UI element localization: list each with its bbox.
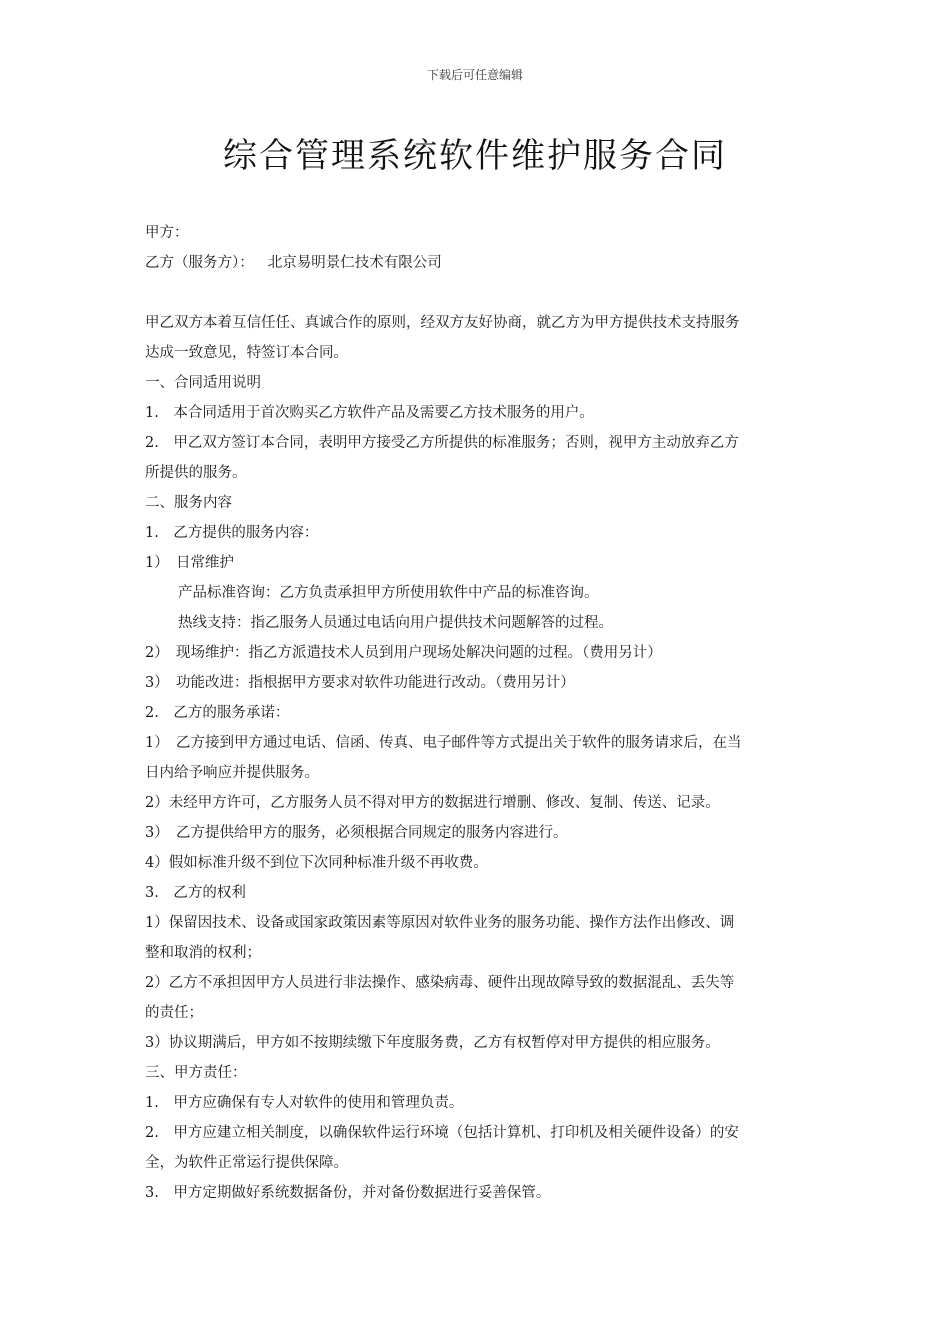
clause-line: 2）未经甲方许可，乙方服务人员不得对甲方的数据进行增删、修改、复制、传送、记录。	[145, 795, 720, 811]
clause-line: 2）乙方不承担因甲方人员进行非法操作、感染病毒、硬件出现故障导致的数据混乱、丢失等	[145, 975, 735, 991]
clause-line: 3） 功能改进：指根据甲方要求对软件功能进行改动。（费用另计）	[145, 675, 575, 691]
section-heading: 二、服务内容	[145, 495, 232, 511]
clause-line: 4）假如标准升级不到位下次同种标准升级不再收费。	[145, 855, 488, 871]
clause-line: 1. 乙方提供的服务内容：	[145, 525, 319, 541]
clause-line: 的责任；	[145, 1005, 203, 1021]
clause-line: 产品标准咨询：乙方负责承担甲方所使用软件中产品的标准咨询。	[178, 585, 599, 601]
clause-line: 1. 本合同适用于首次购买乙方软件产品及需要乙方技术服务的用户。	[145, 405, 594, 421]
clause-line: 1） 乙方接到甲方通过电话、信函、传真、电子邮件等方式提出关于软件的服务请求后，在当	[145, 735, 742, 751]
clause-line: 1）保留因技术、设备或国家政策因素等原因对软件业务的服务功能、操作方法作出修改、调	[145, 915, 735, 931]
spacer	[145, 278, 805, 308]
party-a-line	[145, 218, 805, 248]
party-a-label: 甲方：	[145, 225, 189, 241]
clause-line: 1） 日常维护	[145, 555, 234, 571]
clause-line: 1. 甲方应确保有专人对软件的使用和管理负责。	[145, 1095, 464, 1111]
section-heading: 一、合同适用说明	[145, 375, 261, 391]
party-b-line	[145, 248, 805, 278]
clause-line: 3. 乙方的权利	[145, 885, 246, 901]
paragraph-line: 达成一致意见，特签订本合同。	[145, 345, 348, 361]
clause-line: 日内给予响应并提供服务。	[145, 765, 319, 781]
clause-line: 全，为软件正常运行提供保障。	[145, 1155, 348, 1171]
clause-line: 3） 乙方提供给甲方的服务，必须根据合同规定的服务内容进行。	[145, 825, 568, 841]
clause-line: 2. 甲方应建立相关制度，以确保软件运行环境（包括计算机、打印机及相关硬件设备）的安	[145, 1125, 739, 1141]
clause-line: 3. 甲方定期做好系统数据备份，并对备份数据进行妥善保管。	[145, 1185, 551, 1201]
section-heading: 三、甲方责任：	[145, 1065, 247, 1081]
clause-line: 热线支持：指乙服务人员通过电话向用户提供技术问题解答的过程。	[178, 615, 613, 631]
clause-line: 整和取消的权利；	[145, 945, 261, 961]
paragraph-line: 甲乙双方本着互信任任、真诚合作的原则，经双方友好协商，就乙方为甲方提供技术支持服务	[145, 315, 740, 331]
clause-line: 3）协议期满后，甲方如不按期续缴下年度服务费，乙方有权暂停对甲方提供的相应服务。	[145, 1035, 720, 1051]
party-b-label: 乙方（服务方）：	[145, 255, 254, 271]
party-b-value: 北京易明景仁技术有限公司	[267, 255, 442, 271]
clause-line: 2） 现场维护：指乙方派遣技术人员到用户现场处解决问题的过程。（费用另计）	[145, 645, 662, 661]
contract-body	[145, 218, 805, 1208]
clause-line: 2. 乙方的服务承诺：	[145, 705, 290, 721]
clause-line: 所提供的服务。	[145, 465, 247, 481]
clause-line: 2. 甲乙双方签订本合同，表明甲方接受乙方所提供的标准服务；否则，视甲方主动放弃乙方	[145, 435, 739, 451]
header-note: 下载后可任意编辑	[426, 68, 523, 82]
page-title: 综合管理系统软件维护服务合同	[223, 136, 727, 176]
